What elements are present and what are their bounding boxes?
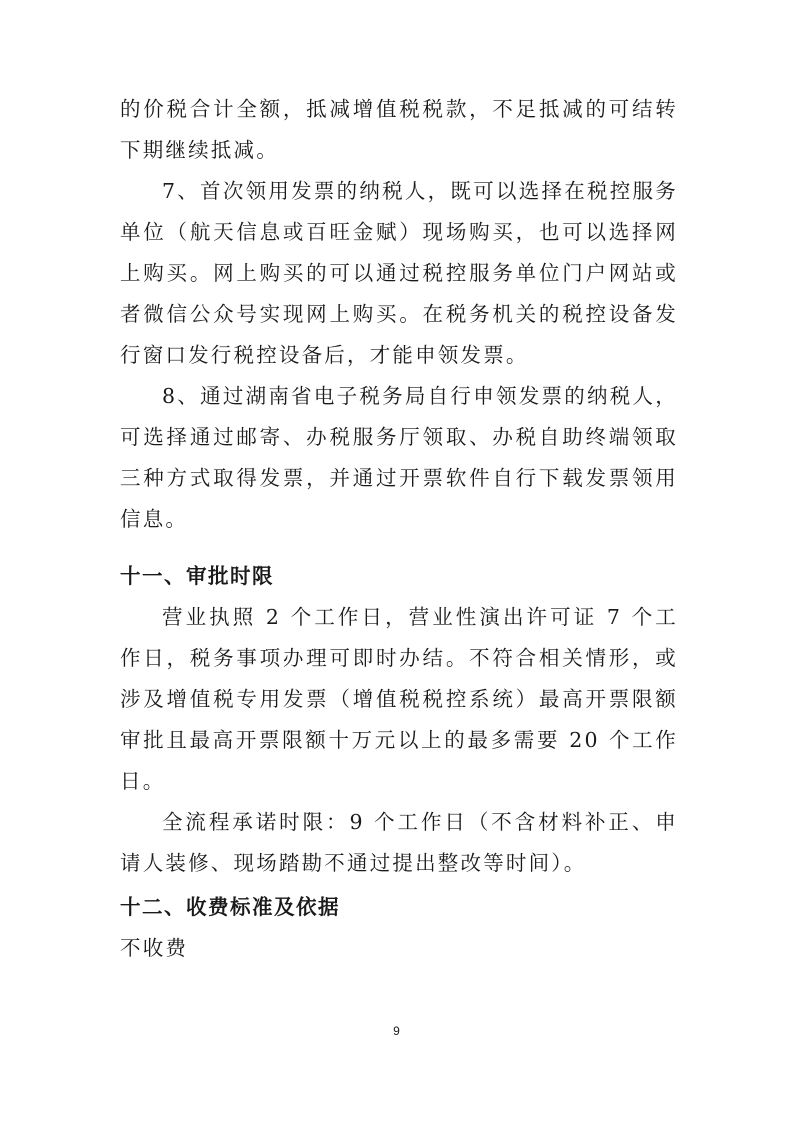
approval-time-section — [120, 597, 678, 884]
continued-paragraphs — [120, 89, 678, 540]
paragraph-commitment-time: 全流程承诺时限：9 个工作日（不含材料补正、申请人装修、现场踏勘不通过提出整改等时间）。 — [120, 810, 678, 875]
fees-section — [120, 928, 678, 969]
paragraph-continuation: 的价税合计全额，抵减增值税税款，不足抵减的可结转下期继续抵减。 — [120, 97, 678, 162]
paragraph-item-7: 7、首次领用发票的纳税人，既可以选择在税控服务单位（航天信息或百旺金赋）现场购买，也可以选择网上购买。网上购买的可以通过税控服务单位门户网站或者微信公众号实现网上购买。在税务机关的税控设备发行窗口发行税控设备后，才能申领发票。 — [120, 179, 678, 367]
page-number: 9 — [393, 1024, 400, 1038]
section-heading-fees: 十二、收费标准及依据 — [120, 895, 340, 919]
paragraph-approval-days: 营业执照 2 个工作日，营业性演出许可证 7 个工作日，税务事项办理可即时办结。不符合相关情形，或涉及增值税专用发票（增值税税控系统）最高开票限额审批且最高开票限额十万元以上的最多需要 20 个工作日。 — [120, 605, 678, 793]
section-heading-approval-time: 十一、审批时限 — [120, 564, 274, 588]
paragraph-item-8: 8、通过湖南省电子税务局自行申领发票的纳税人，可选择通过邮寄、办税服务厅领取、办税自助终端领取三种方式取得发票，并通过开票软件自行下载发票领用信息。 — [120, 384, 678, 531]
paragraph-fees: 不收费 — [120, 936, 189, 960]
